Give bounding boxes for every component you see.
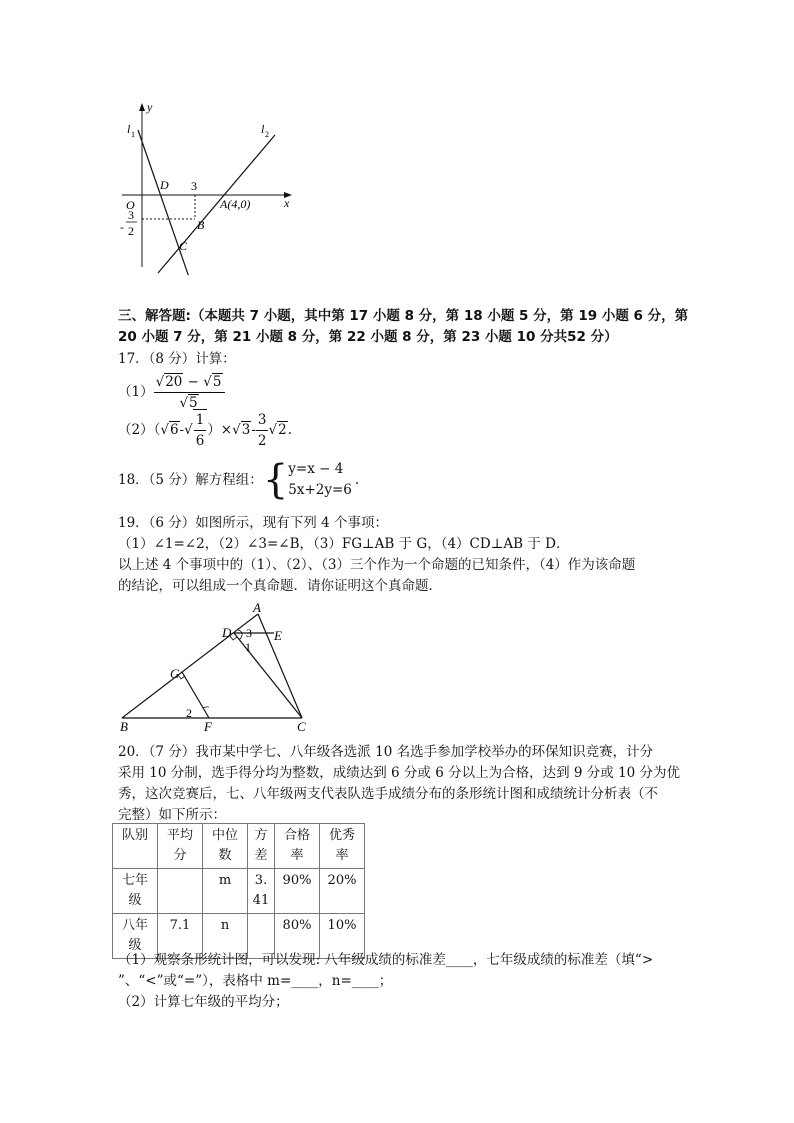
q17-part1-denominator: √5 (179, 394, 198, 411)
minus-sign: − (183, 373, 204, 390)
coordinate-graph (110, 95, 310, 275)
q18-system (288, 459, 352, 501)
point-a-label: A(4,0) (220, 197, 251, 211)
l1-label: l (127, 122, 131, 136)
section-heading-line-1: 三、解答题:（本题共 7 小题，其中第 17 小题 8 分，第 18 小题 5 分，第 19 小题 6 分，第 (118, 308, 689, 324)
label-f: F (204, 719, 212, 734)
q17-part2-frac2: $\frac{3}{2}$ (257, 411, 267, 449)
table-header-cell: 队别 (113, 824, 158, 869)
x-axis-label: x (284, 196, 290, 210)
q17-part2-mid: ）× (207, 422, 233, 438)
neg-fraction-sign: - (120, 220, 124, 234)
table-header-cell: 合格 率 (275, 824, 320, 869)
brace-icon: { (262, 457, 289, 503)
point-c-label: C (179, 239, 188, 253)
q20-line2: 采用 10 分制，选手得分均为整数，成绩达到 6 分或 6 分以上为合格，达到 9 分或 10 分为优 (118, 765, 681, 781)
q17-part1-fraction (154, 372, 225, 413)
q17-part2-label: （2）（ (118, 422, 161, 438)
point-d-label: D (160, 178, 169, 192)
section-heading-line-2: 20 小题 7 分，第 21 小题 8 分，第 22 小题 8 分，第 23 小题 10 分共52 分） (118, 329, 618, 345)
q19-title: 19．（6 分）如图所示，现有下列 4 个事项： (118, 515, 388, 531)
table-cell: 7.1 (158, 914, 203, 959)
label-3: 3 (246, 626, 252, 640)
q20-line3: 秀，这次竞赛后，七、八年级两支代表队选手成绩分布的条形统计图和成绩统计分析表（不 (118, 786, 658, 802)
l2-subscript: 2 (265, 130, 269, 139)
label-b: B (120, 719, 128, 734)
stats-table (112, 823, 365, 959)
line-l2 (158, 135, 275, 273)
table-row (113, 869, 365, 914)
triangle-figure (112, 600, 322, 735)
y-axis-label: y (147, 100, 153, 114)
angle-2-arc (203, 707, 209, 708)
q17-part2-dash2: - (251, 422, 256, 438)
table-cell: 80% (275, 914, 320, 959)
label-c: C (297, 719, 306, 734)
q17-part1-numerator: √20 − √5 (154, 372, 225, 393)
q20-sub1-line1: （1）观察条形统计图，可以发现: 八年级成绩的标准差____，七年级成绩的标准差（填“> (118, 952, 654, 968)
table-cell: 七年 级 (113, 869, 158, 914)
q18-eq2: 5x+2y=6 (288, 482, 352, 498)
q20-line4: 完整）如下所示： (118, 807, 226, 823)
label-a: A (253, 600, 261, 615)
line-l1 (138, 130, 190, 275)
y-axis-arrow (139, 103, 145, 111)
q17-part2-sqrt-frac: √ $\frac{1}{6}$ (184, 409, 207, 451)
section-heading (118, 306, 689, 348)
label-d: D (222, 625, 232, 640)
label-1: 1 (245, 640, 251, 654)
label-g: G (170, 666, 180, 681)
tick-3-label: 3 (191, 179, 197, 193)
q19-line4: 的结论，可以组成一个真命题．请你证明这个真命题． (118, 578, 442, 594)
table-header-cell: 中位 数 (203, 824, 248, 869)
q17-part2-sqrt6: √6 (160, 422, 179, 438)
q17-part2-frac: $\frac{1}{6}$ (193, 409, 208, 451)
neg-fraction-den: 2 (128, 224, 134, 238)
table-header-cell: 优秀 率 (320, 824, 365, 869)
label-e: E (274, 628, 282, 643)
q17-part2-end: . (287, 422, 292, 438)
q18 (118, 457, 359, 503)
q17-part2 (118, 410, 292, 450)
q17-title: 17．（8 分）计算： (118, 351, 236, 367)
table-cell: 10% (320, 914, 365, 959)
table-header-cell: 平均 分 (158, 824, 203, 869)
q19-items: （1）∠1=∠2，（2）∠3=∠B，（3）FG⊥AB 于 G，（4）CD⊥AB 于 D． (118, 536, 570, 552)
table-cell: 90% (275, 869, 320, 914)
table-cell: 八年 级 (113, 914, 158, 959)
q17-part1 (118, 372, 225, 412)
l1-subscript: 1 (131, 130, 135, 139)
q19-line3: 以上述 4 个事项中的（1）、（2）、（3）三个作为一个命题的已知条件，（4）作为该命题 (118, 557, 636, 573)
table-cell: 3. 41 (248, 869, 275, 914)
origin-label: O (126, 198, 135, 212)
q18-eq1: y=x − 4 (288, 461, 344, 477)
table-cell (158, 869, 203, 914)
q20-sub2: （2）计算七年级的平均分； (118, 994, 289, 1010)
table-cell: n (203, 914, 248, 959)
l2-label: l (261, 122, 265, 136)
q18-title: 18．（5 分）解方程组： (118, 472, 263, 488)
point-b-label: B (197, 218, 205, 232)
table-cell: 20% (320, 869, 365, 914)
table-header-cell: 方 差 (248, 824, 275, 869)
label-2: 2 (186, 706, 192, 720)
q20-line1: 20．（7 分）我市某中学七、八年级各选派 10 名选手参加学校举办的环保知识竞赛，计分 (118, 744, 654, 760)
q20-sub1-line2: ”、“<”或“=”），表格中 m=____，n=____； (118, 973, 393, 989)
table-cell: m (203, 869, 248, 914)
q18-end: . (354, 472, 360, 488)
q17-part2-sqrt2: √2 (268, 422, 287, 438)
q17-part1-label: （1） (118, 384, 154, 400)
sqrt-20: 20 (165, 373, 183, 390)
table-header-row (113, 824, 365, 869)
side-ab (122, 614, 258, 718)
sqrt-5: 5 (212, 373, 222, 390)
q17-part2-dash: - (179, 422, 185, 438)
q17-part2-sqrt3: √3 (232, 422, 251, 438)
sqrt-5-den: 5 (189, 394, 198, 411)
neg-fraction-num: 3 (128, 208, 134, 222)
